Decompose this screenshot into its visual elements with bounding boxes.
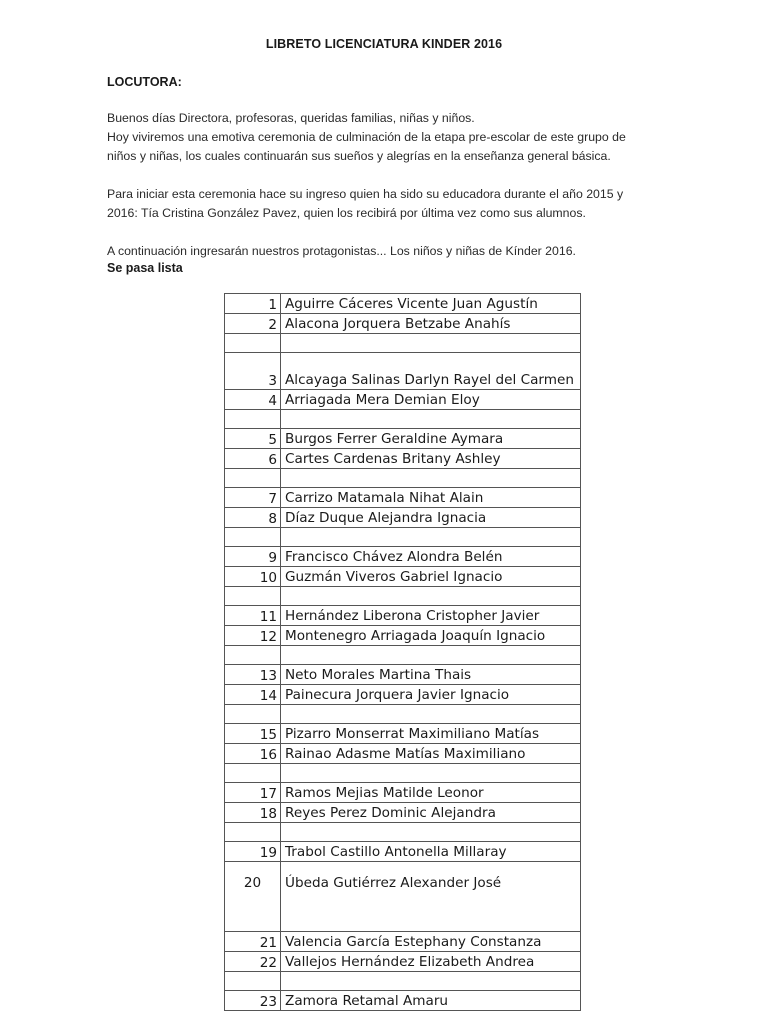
student-number: 12 bbox=[225, 626, 281, 646]
student-number: 9 bbox=[225, 547, 281, 567]
student-number: 19 bbox=[225, 842, 281, 862]
student-name bbox=[281, 972, 581, 991]
blank-row bbox=[225, 587, 581, 606]
student-number: 22 bbox=[225, 952, 281, 972]
student-roster-table bbox=[224, 293, 581, 1011]
student-name bbox=[281, 528, 581, 547]
speaker-label: LOCUTORA: bbox=[107, 75, 182, 89]
student-name bbox=[281, 764, 581, 783]
table-row bbox=[225, 314, 581, 334]
student-number bbox=[225, 764, 281, 783]
student-name: Díaz Duque Alejandra Ignacia bbox=[281, 508, 581, 528]
table-row bbox=[225, 508, 581, 528]
student-number: 13 bbox=[225, 665, 281, 685]
student-name: Reyes Perez Dominic Alejandra bbox=[281, 803, 581, 823]
student-number: 5 bbox=[225, 429, 281, 449]
student-name bbox=[281, 410, 581, 429]
student-name bbox=[281, 587, 581, 606]
student-name: Zamora Retamal Amaru bbox=[281, 991, 581, 1011]
student-name: Úbeda Gutiérrez Alexander José bbox=[281, 862, 581, 932]
student-number: 11 bbox=[225, 606, 281, 626]
text-line: Hoy viviremos una emotiva ceremonia de culminación de la etapa pre-escolar de este grupo de bbox=[107, 130, 626, 144]
student-number: 10 bbox=[225, 567, 281, 587]
student-name: Cartes Cardenas Britany Ashley bbox=[281, 449, 581, 469]
text-line: Buenos días Directora, profesoras, queridas familias, niñas y niños. bbox=[107, 111, 475, 125]
student-name bbox=[281, 334, 581, 353]
table-row bbox=[225, 567, 581, 587]
blank-row bbox=[225, 972, 581, 991]
table-row bbox=[225, 783, 581, 803]
student-number bbox=[225, 528, 281, 547]
student-number bbox=[225, 823, 281, 842]
student-number: 8 bbox=[225, 508, 281, 528]
text-line: Para iniciar esta ceremonia hace su ingreso quien ha sido su educadora durante el año 2015 y bbox=[107, 187, 624, 201]
blank-row bbox=[225, 764, 581, 783]
student-name: Valencia García Estephany Constanza bbox=[281, 932, 581, 952]
teacher-paragraph bbox=[107, 185, 717, 223]
student-name: Hernández Liberona Cristopher Javier bbox=[281, 606, 581, 626]
student-name: Carrizo Matamala Nihat Alain bbox=[281, 488, 581, 508]
table-row bbox=[225, 724, 581, 744]
student-name: Vallejos Hernández Elizabeth Andrea bbox=[281, 952, 581, 972]
blank-row bbox=[225, 823, 581, 842]
blank-row bbox=[225, 646, 581, 665]
intro-paragraph bbox=[107, 109, 717, 166]
student-name bbox=[281, 705, 581, 724]
student-number: 18 bbox=[225, 803, 281, 823]
student-name: Alacona Jorquera Betzabe Anahís bbox=[281, 314, 581, 334]
table-row bbox=[225, 665, 581, 685]
table-row bbox=[225, 932, 581, 952]
student-name: Montenegro Arriagada Joaquín Ignacio bbox=[281, 626, 581, 646]
student-number: 4 bbox=[225, 390, 281, 410]
roster-body bbox=[225, 294, 581, 1011]
student-name: Burgos Ferrer Geraldine Aymara bbox=[281, 429, 581, 449]
student-number bbox=[225, 469, 281, 488]
document-title: LIBRETO LICENCIATURA KINDER 2016 bbox=[265, 37, 503, 51]
text-line: 2016: Tía Cristina González Pavez, quien los recibirá por última vez como sus alumnos. bbox=[107, 206, 586, 220]
blank-row bbox=[225, 410, 581, 429]
student-number: 23 bbox=[225, 991, 281, 1011]
student-name: Pizarro Monserrat Maximiliano Matías bbox=[281, 724, 581, 744]
table-row bbox=[225, 547, 581, 567]
blank-row bbox=[225, 528, 581, 547]
table-row bbox=[225, 449, 581, 469]
blank-row bbox=[225, 334, 581, 353]
text-line: A continuación ingresarán nuestros protagonistas... Los niños y niñas de Kínder 2016. bbox=[107, 244, 576, 258]
student-number: 21 bbox=[225, 932, 281, 952]
text-line: niños y niñas, los cuales continuarán sus sueños y alegrías en la enseñanza general básica. bbox=[107, 149, 611, 163]
blank-row bbox=[225, 469, 581, 488]
student-number bbox=[225, 587, 281, 606]
student-name bbox=[281, 823, 581, 842]
student-number: 2 bbox=[225, 314, 281, 334]
student-number: 16 bbox=[225, 744, 281, 764]
student-number bbox=[225, 646, 281, 665]
table-row bbox=[225, 626, 581, 646]
table-row bbox=[225, 744, 581, 764]
student-name bbox=[281, 469, 581, 488]
student-number: 3 bbox=[225, 353, 281, 390]
student-number bbox=[225, 334, 281, 353]
table-row bbox=[225, 353, 581, 390]
table-row bbox=[225, 803, 581, 823]
table-row bbox=[225, 862, 581, 932]
table-row bbox=[225, 991, 581, 1011]
table-row bbox=[225, 294, 581, 314]
blank-row bbox=[225, 705, 581, 724]
student-name: Ramos Mejias Matilde Leonor bbox=[281, 783, 581, 803]
table-row bbox=[225, 842, 581, 862]
student-number: 20 bbox=[225, 862, 281, 932]
student-name: Painecura Jorquera Javier Ignacio bbox=[281, 685, 581, 705]
student-name: Trabol Castillo Antonella Millaray bbox=[281, 842, 581, 862]
table-row bbox=[225, 488, 581, 508]
table-row bbox=[225, 429, 581, 449]
student-name: Guzmán Viveros Gabriel Ignacio bbox=[281, 567, 581, 587]
student-name: Arriagada Mera Demian Eloy bbox=[281, 390, 581, 410]
student-name: Rainao Adasme Matías Maximiliano bbox=[281, 744, 581, 764]
student-number: 14 bbox=[225, 685, 281, 705]
student-number: 7 bbox=[225, 488, 281, 508]
table-row bbox=[225, 606, 581, 626]
student-number: 15 bbox=[225, 724, 281, 744]
call-list-label: Se pasa lista bbox=[107, 261, 183, 275]
student-number: 17 bbox=[225, 783, 281, 803]
student-name: Francisco Chávez Alondra Belén bbox=[281, 547, 581, 567]
table-row bbox=[225, 952, 581, 972]
students-paragraph bbox=[107, 242, 717, 261]
student-name: Aguirre Cáceres Vicente Juan Agustín bbox=[281, 294, 581, 314]
student-name: Alcayaga Salinas Darlyn Rayel del Carmen bbox=[281, 353, 581, 390]
table-row bbox=[225, 390, 581, 410]
student-number bbox=[225, 410, 281, 429]
student-number bbox=[225, 972, 281, 991]
student-name bbox=[281, 646, 581, 665]
student-number: 1 bbox=[225, 294, 281, 314]
table-row bbox=[225, 685, 581, 705]
student-number bbox=[225, 705, 281, 724]
student-name: Neto Morales Martina Thais bbox=[281, 665, 581, 685]
student-number: 6 bbox=[225, 449, 281, 469]
